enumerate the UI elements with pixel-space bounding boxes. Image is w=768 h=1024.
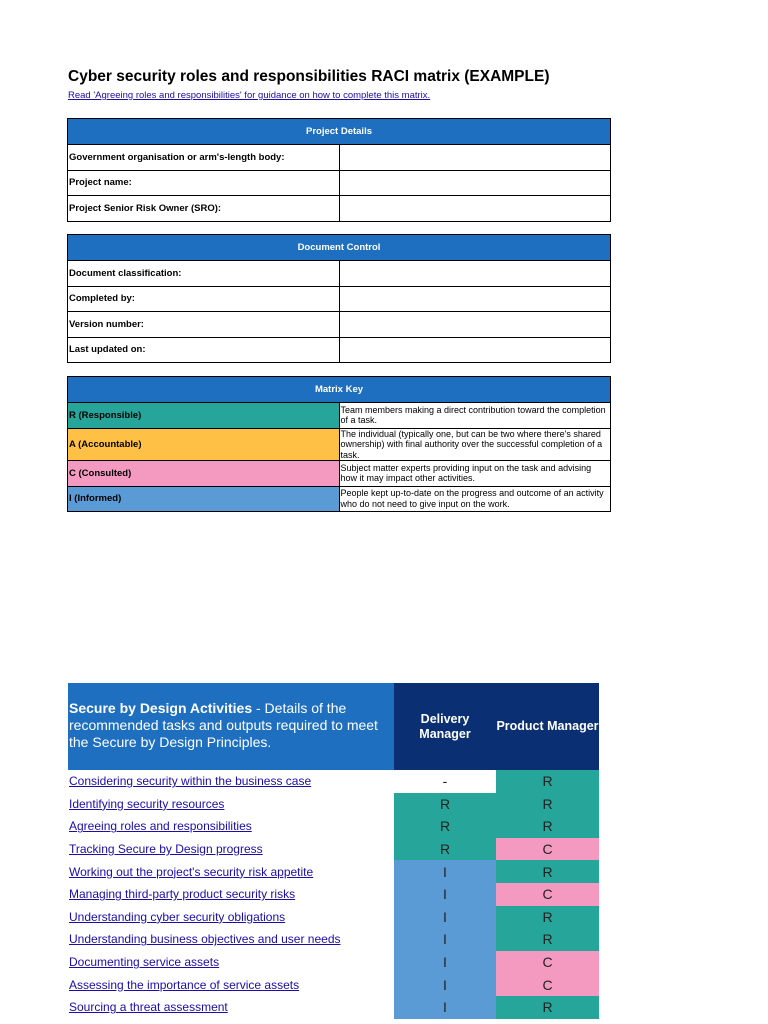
document-control-header: Document Control bbox=[68, 235, 611, 261]
activities-heading-bold: Secure by Design Activities bbox=[69, 700, 253, 716]
raci-row bbox=[68, 951, 599, 974]
activity-link[interactable]: Sourcing a threat assessment bbox=[69, 1000, 228, 1015]
activity-link[interactable]: Agreeing roles and responsibilities bbox=[69, 819, 252, 834]
product-manager-cell: R bbox=[496, 906, 599, 929]
project-name-input[interactable] bbox=[339, 170, 611, 196]
raci-row bbox=[68, 860, 599, 883]
page-title: Cyber security roles and responsibilities RACI matrix (EXAMPLE) bbox=[68, 68, 550, 85]
delivery-manager-cell: R bbox=[394, 838, 496, 861]
activity-link[interactable]: Assessing the importance of service assets bbox=[69, 977, 300, 992]
activity-link[interactable]: Working out the project's security risk appetite bbox=[69, 864, 314, 879]
field-label: Completed by: bbox=[68, 286, 340, 312]
delivery-manager-cell: I bbox=[394, 951, 496, 974]
project-details-table bbox=[67, 118, 611, 222]
activity-link[interactable]: Understanding cyber security obligations bbox=[69, 909, 286, 924]
project-details-header: Project Details bbox=[68, 119, 611, 145]
product-manager-cell: R bbox=[496, 770, 599, 793]
field-label: Document classification: bbox=[68, 261, 340, 287]
raci-rows bbox=[68, 770, 599, 1019]
sro-input[interactable] bbox=[339, 196, 611, 222]
last-updated-input[interactable] bbox=[339, 337, 611, 363]
raci-row bbox=[68, 793, 599, 816]
field-label: Last updated on: bbox=[68, 337, 340, 363]
activity-link[interactable]: Understanding business objectives and user needs bbox=[69, 932, 341, 947]
activity-link[interactable]: Managing third-party product security risks bbox=[69, 887, 296, 902]
raci-row bbox=[68, 770, 599, 793]
field-label: Government organisation or arm's-length body: bbox=[68, 145, 340, 171]
key-description: The individual (typically one, but can be two where there's shared ownership) with final authority over the successful completion of a task. bbox=[339, 428, 611, 461]
matrix-key-table bbox=[67, 376, 611, 512]
raci-row bbox=[68, 906, 599, 929]
activity-link[interactable]: Identifying security resources bbox=[69, 796, 225, 811]
raci-row bbox=[68, 973, 599, 996]
key-description: Subject matter experts providing input on the task and advising how it may impact other activities. bbox=[339, 461, 611, 487]
role-header-delivery-manager: Delivery Manager bbox=[394, 683, 496, 770]
raci-row bbox=[68, 838, 599, 861]
classification-input[interactable] bbox=[339, 261, 611, 287]
field-label: Version number: bbox=[68, 312, 340, 338]
role-header-product-manager: Product Manager bbox=[496, 683, 599, 770]
product-manager-cell: C bbox=[496, 838, 599, 861]
activity-link[interactable]: Tracking Secure by Design progress bbox=[69, 842, 263, 857]
delivery-manager-cell: I bbox=[394, 928, 496, 951]
activities-heading bbox=[68, 683, 394, 770]
product-manager-cell: R bbox=[496, 860, 599, 883]
product-manager-cell: R bbox=[496, 996, 599, 1019]
key-description: Team members making a direct contribution toward the completion of a task. bbox=[339, 403, 611, 429]
activity-link[interactable]: Considering security within the business case bbox=[69, 774, 312, 789]
completed-by-input[interactable] bbox=[339, 286, 611, 312]
delivery-manager-cell: I bbox=[394, 973, 496, 996]
raci-matrix bbox=[68, 683, 599, 1019]
raci-row bbox=[68, 996, 599, 1019]
product-manager-cell: C bbox=[496, 973, 599, 996]
product-manager-cell: C bbox=[496, 883, 599, 906]
delivery-manager-cell: R bbox=[394, 815, 496, 838]
version-number-input[interactable] bbox=[339, 312, 611, 338]
delivery-manager-cell: R bbox=[394, 793, 496, 816]
activity-link[interactable]: Documenting service assets bbox=[69, 955, 220, 970]
matrix-key-header: Matrix Key bbox=[68, 377, 611, 403]
raci-header bbox=[68, 683, 599, 770]
delivery-manager-cell: I bbox=[394, 996, 496, 1019]
product-manager-cell: R bbox=[496, 815, 599, 838]
delivery-manager-cell: I bbox=[394, 883, 496, 906]
product-manager-cell: C bbox=[496, 951, 599, 974]
product-manager-cell: R bbox=[496, 928, 599, 951]
key-description: People kept up-to-date on the progress and outcome of an activity who do not need to give input on the work. bbox=[339, 486, 611, 512]
document-control-table bbox=[67, 234, 611, 363]
raci-row bbox=[68, 928, 599, 951]
raci-row bbox=[68, 883, 599, 906]
delivery-manager-cell: I bbox=[394, 860, 496, 883]
organisation-input[interactable] bbox=[339, 145, 611, 171]
delivery-manager-cell: - bbox=[394, 770, 496, 793]
field-label: Project Senior Risk Owner (SRO): bbox=[68, 196, 340, 222]
key-label-consulted: C (Consulted) bbox=[68, 461, 340, 487]
key-label-responsible: R (Responsible) bbox=[68, 403, 340, 429]
delivery-manager-cell: I bbox=[394, 906, 496, 929]
product-manager-cell: R bbox=[496, 793, 599, 816]
key-label-accountable: A (Accountable) bbox=[68, 428, 340, 461]
field-label: Project name: bbox=[68, 170, 340, 196]
activities-heading-description: - Details of the recommended tasks and outputs required to meet the Secure by Design Principles. bbox=[69, 700, 378, 750]
key-label-informed: I (Informed) bbox=[68, 486, 340, 512]
guidance-link[interactable]: Read 'Agreeing roles and responsibilities' for guidance on how to complete this matrix. bbox=[68, 90, 431, 101]
raci-row bbox=[68, 815, 599, 838]
